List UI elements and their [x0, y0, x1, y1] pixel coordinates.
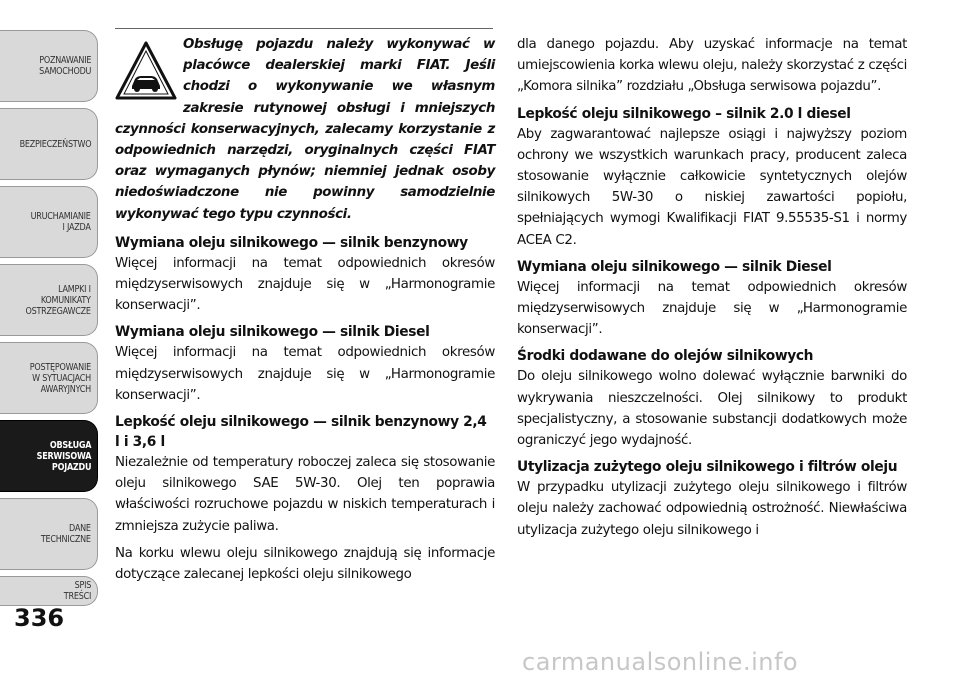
section-body: Do oleju silnikowego wolno dolewać wyłącznie barwniki do wykrywania nieszczelności. Olej silnikowy to produkt specjalistyczny, a stosowanie substancji dodatkowych może ograniczyć jego wydajność.: [517, 369, 907, 449]
section-body: Więcej informacji na temat odpowiednich okresów międzyserwisowych znajduje się w „Harmonogramie konserwacji”.: [517, 279, 907, 338]
left-column: [115, 34, 495, 591]
tab-label: POZNAWANIE SAMOCHODU: [38, 55, 91, 77]
warning-block: [115, 34, 495, 225]
warning-rule: [115, 28, 493, 29]
chapter-sidebar: [0, 0, 100, 630]
right-column: [517, 34, 907, 547]
tab-postepowanie-awaryjne[interactable]: [0, 342, 98, 414]
tab-label: DANE TECHNICZNE: [41, 523, 91, 545]
tab-lampki-i-komunikaty[interactable]: [0, 264, 98, 336]
section-body: Więcej informacji na temat odpowiednich okresów międzyserwisowych znajduje się w „Harmonogramie konserwacji”.: [115, 345, 495, 403]
tab-label: OBSŁUGA SERWISOWA POJAZDU: [36, 439, 91, 473]
section-heading: Wymiana oleju silnikowego — silnik Diesel: [517, 258, 832, 275]
tab-spis-tresci[interactable]: [0, 576, 98, 606]
section-body: Aby zagwarantować najlepsze osiągi i najwyższy poziom ochrony we wszystkich warunkach pracy, producent zaleca stosowanie wyłącznie całkowicie syntetycznych olejów silnikowych 5W-30 o niskiej zawartości popiołu, spełniających wymogi Kwalifikacji FIAT 9.55535-S1 i normy ACEA C2.: [517, 126, 907, 248]
tab-obsluga-serwisowa[interactable]: [0, 420, 98, 492]
section-heading: Wymiana oleju silnikowego — silnik Diesel: [115, 324, 430, 341]
section-body: Niezależnie od temperatury roboczej zaleca się stosowanie oleju silnikowego SAE 5W-30. Olej ten poprawia właściwości rozruchowe pojazdu w niskich temperaturach i zmniejsza zużycie paliwa.: [115, 455, 495, 534]
section-heading: Lepkość oleju silnikowego — silnik benzynowy 2,4 l i 3,6 l: [115, 414, 487, 451]
paragraph: Na korku wlewu oleju silnikowego znajdują się informacje dotyczące zalecanej lepkości oleju silnikowego: [115, 545, 495, 583]
section-heading: Lepkość oleju silnikowego – silnik 2.0 l diesel: [517, 105, 851, 122]
tab-poznawanie-samochodu[interactable]: [0, 30, 98, 102]
section-heading: Wymiana oleju silnikowego — silnik benzynowy: [115, 234, 468, 251]
page-number: 336: [14, 604, 65, 632]
section-body: W przypadku utylizacji zużytego oleju silnikowego i filtrów oleju należy zachować odpowiednią ostrożność. Niewłaściwa utylizacja zużytego oleju silnikowego i: [517, 480, 907, 538]
car-warning-triangle-icon: [115, 40, 177, 102]
tab-label: URUCHAMIANIE I JAZDA: [30, 211, 91, 233]
tab-label: LAMPKI I KOMUNIKATY OSTRZEGAWCZE: [25, 283, 91, 317]
section-heading: Środki dodawane do olejów silnikowych: [517, 348, 814, 365]
tab-bezpieczenstwo[interactable]: [0, 108, 98, 180]
tab-label: POSTĘPOWANIE W SYTUACJACH AWARYJNYCH: [29, 361, 91, 395]
watermark: carmanualsonline.info: [522, 648, 799, 676]
tab-label: SPIS TREŚCI: [63, 580, 91, 602]
tab-dane-techniczne[interactable]: [0, 498, 98, 570]
section-body: Więcej informacji na temat odpowiednich okresów międzyserwisowych znajduje się w „Harmonogramie konserwacji”.: [115, 255, 495, 314]
paragraph: dla danego pojazdu. Aby uzyskać informacje na temat umiejscowienia korka wlewu oleju, należy skorzystać z części „Komora silnika” rozdziału „Obsługa serwisowa pojazdu”.: [517, 37, 907, 95]
section-heading: Utylizacja zużytego oleju silnikowego i filtrów oleju: [517, 459, 898, 476]
tab-label: BEZPIECZEŃSTWO: [19, 138, 91, 150]
warning-text: Obsługę pojazdu należy wykonywać w placówce dealerskiej marki FIAT. Jeśli chodzi o wykonywanie we własnym zakresie rutynowej obsługi i mniejszych czynności konserwacyjnych, zalecamy korzystanie z odpowiednich narzędzi, oryginalnych części FIAT oraz wymaganych płynów; niemniej jednak osoby niedoświadczone nie powinny samodzielnie wykonywać tego typu czynności.: [115, 37, 495, 222]
tab-uruchamianie-i-jazda[interactable]: [0, 186, 98, 258]
